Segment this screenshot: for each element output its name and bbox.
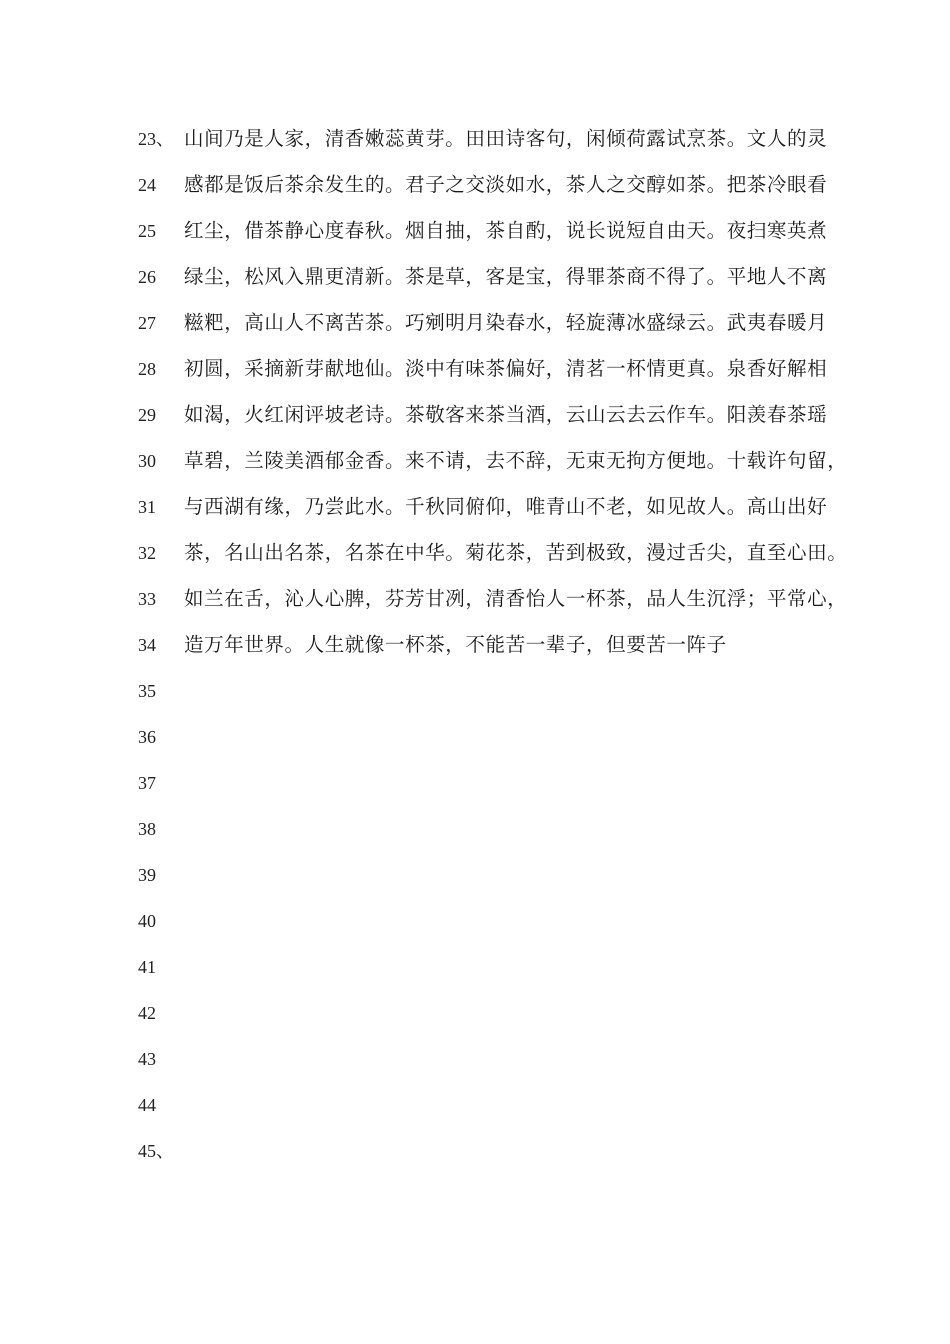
text-line <box>138 542 858 588</box>
text-line <box>138 1140 858 1186</box>
line-number: 39 <box>138 865 156 885</box>
line-text: 红尘，借茶静心度春秋。烟自抽，茶自酌，说长说短自由天。夜扫寒英煮 <box>184 219 828 242</box>
text-line <box>138 496 858 542</box>
text-line <box>138 588 858 634</box>
line-number: 34 <box>138 635 156 655</box>
line-number: 45、 <box>138 1141 174 1161</box>
line-text: 感都是饭后茶余发生的。君子之交淡如水，茶人之交醇如茶。把茶冷眼看 <box>184 173 828 196</box>
line-number: 41 <box>138 957 156 977</box>
text-line <box>138 726 858 772</box>
line-text: 糍粑，高山人不离苦茶。巧剜明月染春水，轻旋薄冰盛绿云。武夷春暖月 <box>184 311 828 334</box>
line-number: 37 <box>138 773 156 793</box>
text-line <box>138 358 858 404</box>
line-number: 36 <box>138 727 156 747</box>
line-number: 29 <box>138 405 156 425</box>
text-line <box>138 450 858 496</box>
line-number: 32 <box>138 543 156 563</box>
text-line <box>138 312 858 358</box>
line-text: 绿尘，松风入鼎更清新。茶是草，客是宝，得罪茶商不得了。平地人不离 <box>184 265 828 288</box>
line-number: 25 <box>138 221 156 241</box>
line-number: 35 <box>138 681 156 701</box>
line-number: 31 <box>138 497 156 517</box>
line-number: 26 <box>138 267 156 287</box>
line-text: 如渴，火红闲评坡老诗。茶敬客来茶当酒，云山云去云作车。阳羡春茶瑶 <box>184 403 828 426</box>
line-number: 27 <box>138 313 156 333</box>
text-line <box>138 220 858 266</box>
line-number: 38 <box>138 819 156 839</box>
line-number: 40 <box>138 911 156 931</box>
text-line <box>138 818 858 864</box>
text-line <box>138 1048 858 1094</box>
line-number: 33 <box>138 589 156 609</box>
text-line <box>138 174 858 220</box>
line-number: 30 <box>138 451 156 471</box>
line-text: 如兰在舌，沁人心脾，芬芳甘冽，清香怡人一杯茶，品人生沉浮；平常心， <box>184 587 848 610</box>
line-text: 造万年世界。人生就像一杯茶，不能苦一辈子，但要苦一阵子 <box>184 633 727 656</box>
text-line <box>138 128 858 174</box>
line-number: 24 <box>138 175 156 195</box>
text-line <box>138 772 858 818</box>
line-text: 初圆，采摘新芽献地仙。淡中有味茶偏好，清茗一杯情更真。泉香好解相 <box>184 357 828 380</box>
line-text: 草碧，兰陵美酒郁金香。来不请，去不辞，无束无拘方便地。十载许句留， <box>184 449 848 472</box>
line-number: 43 <box>138 1049 156 1069</box>
text-line <box>138 864 858 910</box>
text-line <box>138 910 858 956</box>
text-line <box>138 956 858 1002</box>
line-text: 山间乃是人家，清香嫩蕊黄芽。田田诗客句，闲倾荷露试烹茶。文人的灵 <box>184 127 828 150</box>
line-number: 28 <box>138 359 156 379</box>
text-line <box>138 1094 858 1140</box>
text-line <box>138 680 858 726</box>
line-text: 与西湖有缘，乃尝此水。千秋同俯仰，唯青山不老，如见故人。高山出好 <box>184 495 828 518</box>
text-line <box>138 1002 858 1048</box>
line-number: 42 <box>138 1003 156 1023</box>
text-line <box>138 634 858 680</box>
text-line <box>138 404 858 450</box>
line-text: 茶，名山出名茶，名茶在中华。菊花茶，苦到极致，漫过舌尖，直至心田。 <box>184 541 848 564</box>
line-number: 23、 <box>138 129 174 149</box>
line-number: 44 <box>138 1095 156 1115</box>
text-line <box>138 266 858 312</box>
